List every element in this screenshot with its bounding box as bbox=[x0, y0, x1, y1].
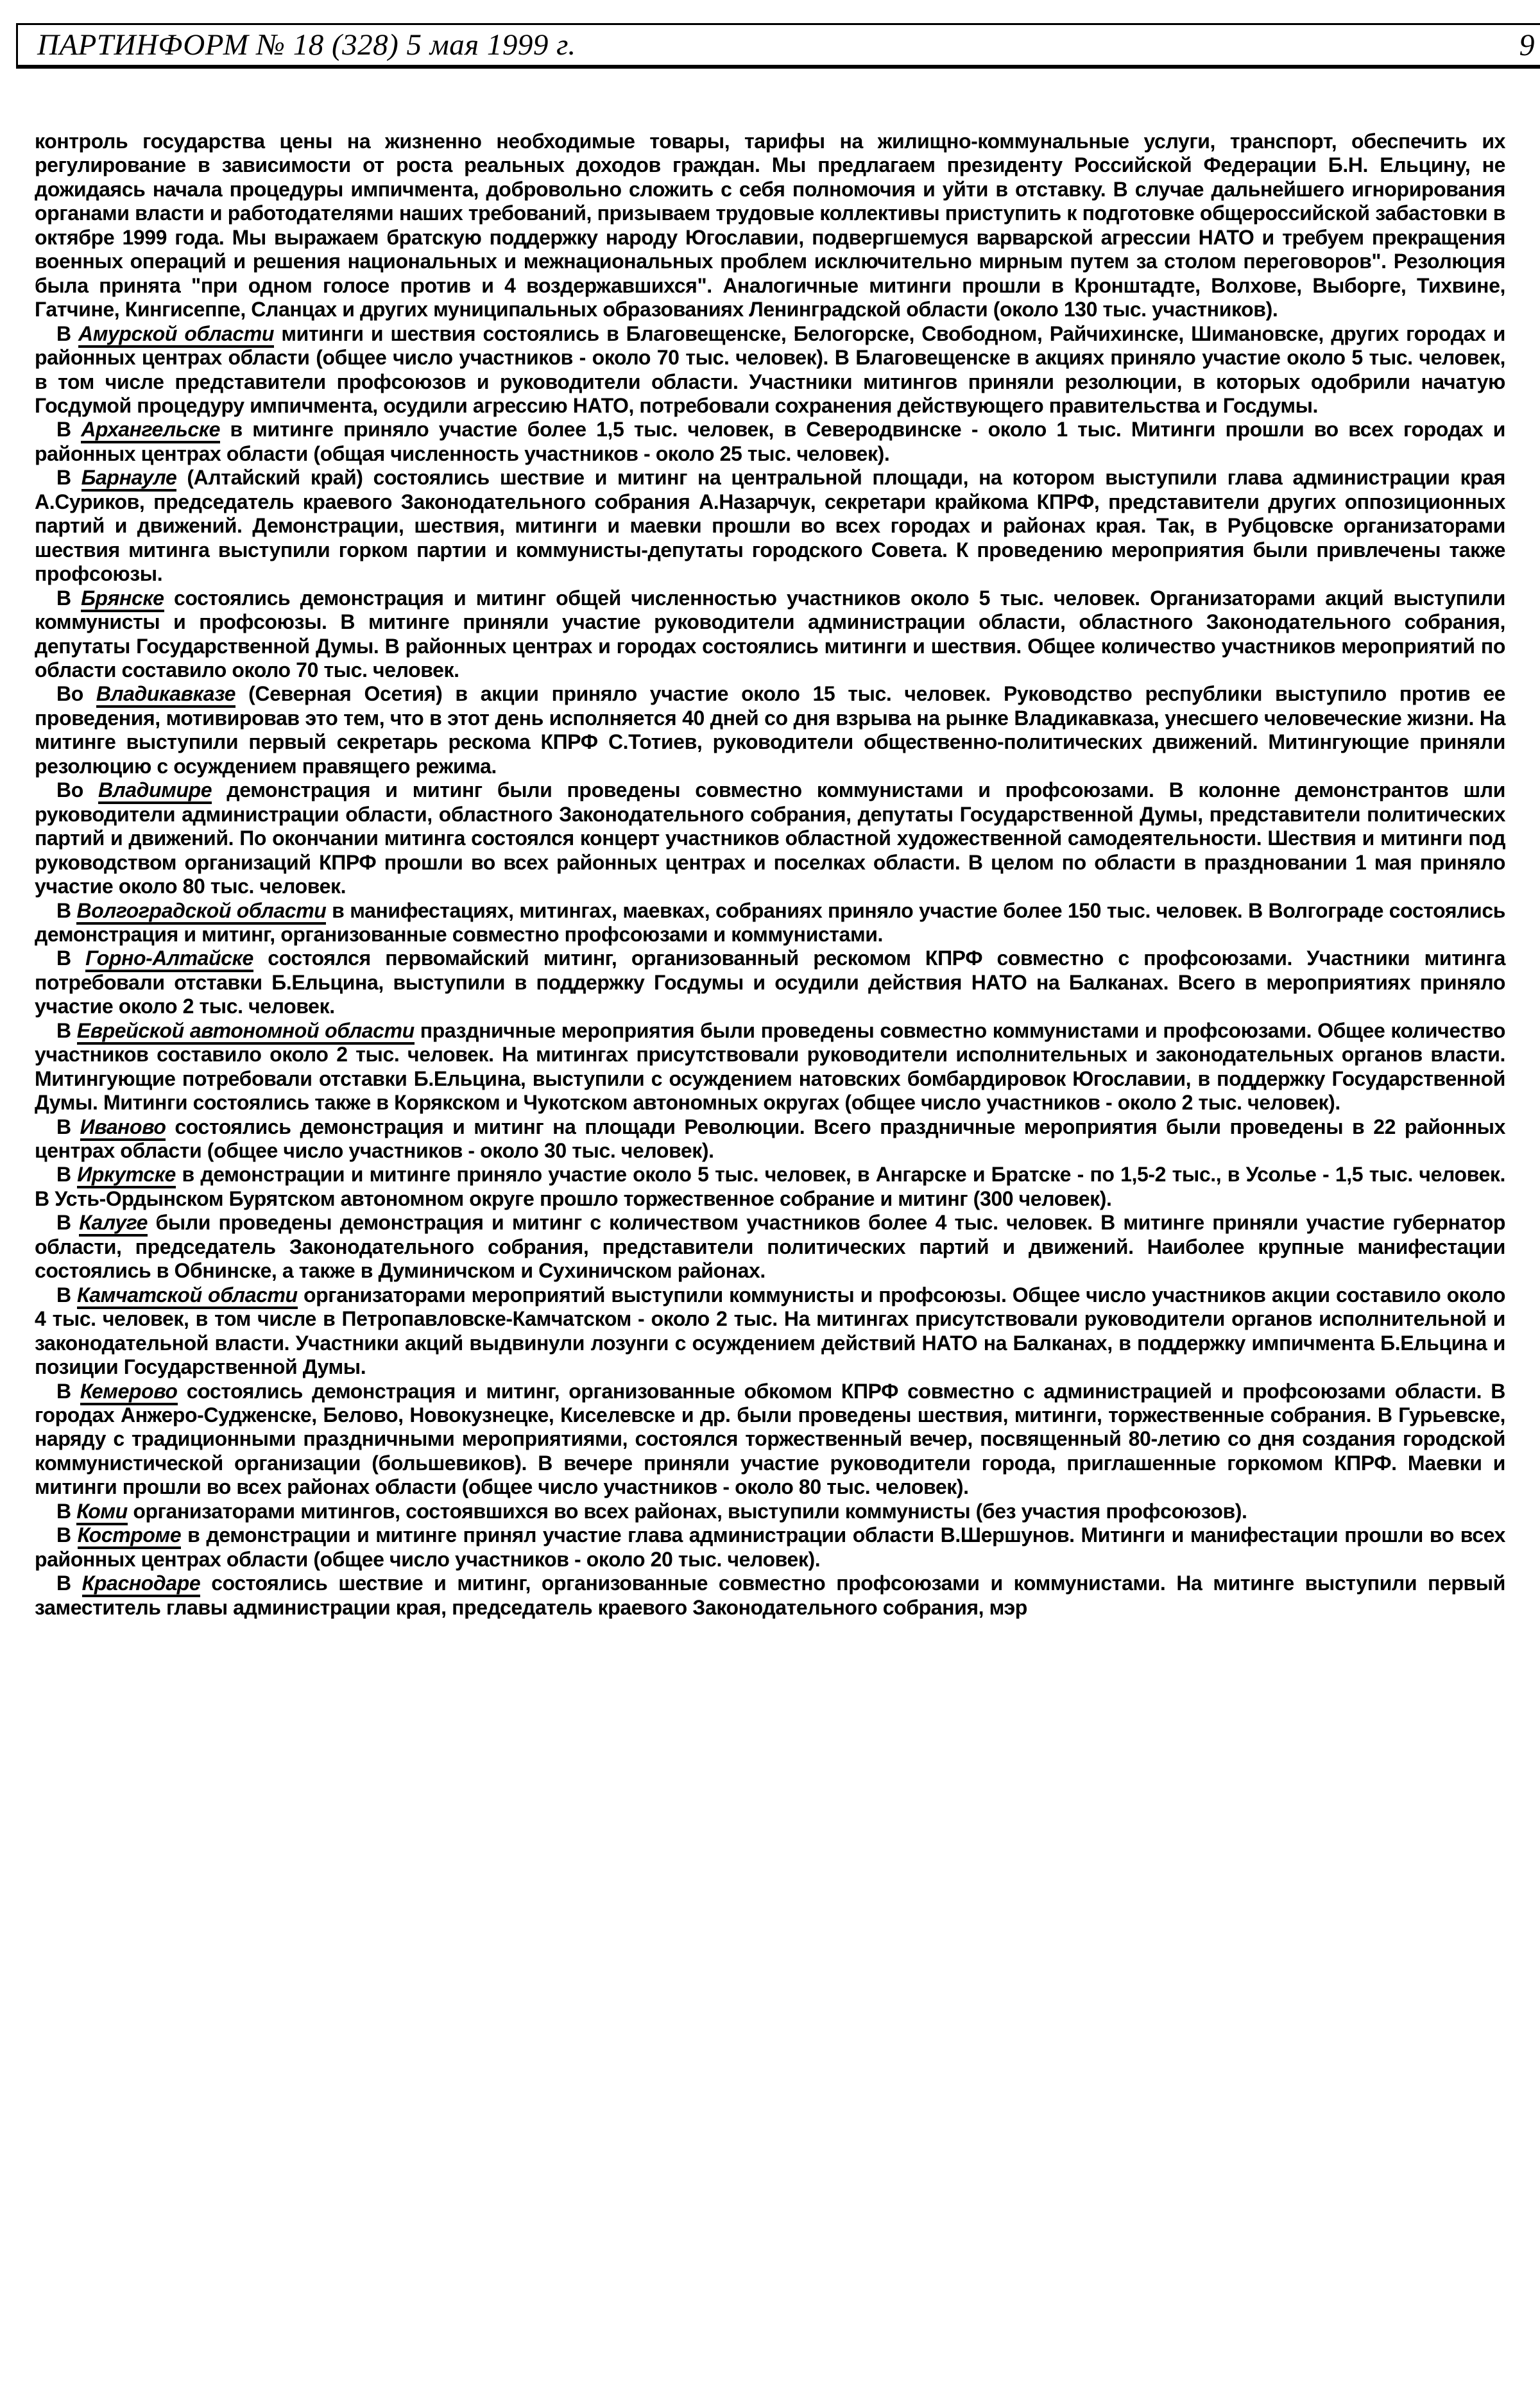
text-segment: В bbox=[56, 1523, 78, 1547]
location-name: Кемерово bbox=[80, 1380, 178, 1405]
newsletter-title: ПАРТИНФОРМ № 18 (328) 5 мая 1999 г. bbox=[37, 28, 576, 62]
text-segment: состоялись демонстрация и митинг на площади Революции. Всего праздничные мероприятия были проведены в 22 районных центрах области (общее число участников - около 30 тыс. человек). bbox=[35, 1115, 1506, 1163]
text-segment: В bbox=[56, 321, 79, 345]
text-segment: В bbox=[56, 1163, 78, 1187]
text-segment: В bbox=[56, 1379, 80, 1403]
text-segment: В bbox=[56, 1572, 82, 1595]
text-segment: состоялся первомайский митинг, организованный рескомом КПРФ совместно с профсоюзами. Участники митинга потребовали отставки Б.Ельцина, выступили в поддержку Госдумы и осудили действия НАТО на Балканах. Всего в мероприятиях приняло участие около 2 тыс. человек. bbox=[35, 947, 1505, 1018]
paragraph bbox=[35, 587, 1505, 683]
location-name: Брянске bbox=[81, 587, 164, 612]
text-segment: праздничные мероприятия были проведены совместно коммунистами и профсоюзами. Общее количество участников составило около 2 тыс. человек. На митингах присутствовали руководители исполнительных и законодательных органов власти. Митингующие потребовали отставки Б.Ельцина, выступили с осуждением натовских бомбардировок Югославии, в поддержку Государственной Думы. Митинги состоялись также в Корякском и Чукотском автономных округах (общее число участников - около 2 тыс. человек). bbox=[35, 1018, 1505, 1115]
paragraph bbox=[35, 1211, 1505, 1283]
text-segment: контроль государства цены на жизненно необходимые товары, тарифы на жилищно-коммунальные услуги, транспорт, обеспечить их регулирование в зависимости от роста реальных доходов граждан. Мы предлагаем президенту Российской Федерации Б.Н. Ельцину, не дожидаясь начала процедуры импичмента, добровольно сложить с себя полномочия и уйти в отставку. В случае дальнейшего игнорирования органами власти и работодателями наших требований, призываем трудовые коллективы приступить к подготовке общероссийской забастовки в октябре 1999 года. Мы выражаем братскую поддержку народу Югославии, подвергшемуся варварской агрессии НАТО и требуем прекращения военных операций и решения национальных и межнациональных проблем исключительно мирным путем за столом переговоров". Резолюция была принята "при одном голосе против и 4 воздержавшихся". Аналогичные митинги прошли в Кронштадте, Волхове, Выборге, Тихвине, Гатчине, Кингисеппе, Сланцах и других муниципальных образованиях Ленинградской области (около 130 тыс. участников). bbox=[35, 130, 1505, 321]
paragraph bbox=[35, 466, 1505, 586]
paragraph bbox=[35, 1500, 1505, 1523]
text-segment: В bbox=[56, 1115, 80, 1138]
text-segment: В bbox=[56, 1499, 77, 1523]
location-name: Костроме bbox=[78, 1523, 182, 1549]
location-name: Иваново bbox=[80, 1115, 166, 1141]
paragraph bbox=[35, 322, 1505, 418]
paragraph bbox=[35, 1572, 1505, 1620]
text-segment: В bbox=[56, 898, 77, 922]
location-name: Калуге bbox=[79, 1211, 148, 1237]
text-segment: В bbox=[56, 466, 81, 490]
text-segment: демонстрация и митинг были проведены совместно коммунистами и профсоюзами. В колонне демонстрантов шли руководители администрации области, областного Законодательного собрания, депутаты Государственной Думы, представители политических партий и движений. По окончании митинга состоялся концерт участников областной художественной самодеятельности. Шествия и митинги под руководством организаций КПРФ прошли во всех районных центрах и поселках области. В целом по области в праздновании 1 мая приняло участие около 80 тыс. человек. bbox=[35, 778, 1505, 898]
text-segment: состоялись демонстрация и митинг, организованные обкомом КПРФ совместно с администрацией и профсоюзами области. В городах Анжеро-Судженске, Белово, Новокузнецке, Киселевске и др. были проведены шествия, митинги, торжественные собрания. В Гурьевске, наряду с традиционными праздничными мероприятиями, состоялся торжественный вечер, посвященный 80-летию со дня создания городской коммунистической организации (большевиков). В вечере приняли участие руководители города, приглашенные горкомом КПРФ. Маевки и митинги прошли во всех районах области (общее число участников - около 80 тыс. человек). bbox=[35, 1379, 1506, 1499]
location-name: Краснодаре bbox=[82, 1572, 201, 1597]
paragraph bbox=[35, 682, 1505, 778]
paragraph bbox=[35, 1380, 1505, 1500]
page-header bbox=[16, 23, 1540, 69]
text-segment: были проведены демонстрация и митинг с количеством участников более 4 тыс. человек. В митинге приняли участие губернатор области, председатель Законодательного собрания, представители политических партий и движений. Наиболее крупные манифестации состоялись в Обнинске, а также в Думиничском и Сухиничском районах. bbox=[35, 1211, 1505, 1283]
paragraph bbox=[35, 1523, 1505, 1572]
paragraph bbox=[35, 1163, 1505, 1211]
text-segment: (Алтайский край) состоялись шествие и митинг на центральной площади, на котором выступили глава администрации края А.Суриков, председатель краевого Законодательного собрания А.Назарчук, секретари крайкома КПРФ, представители других оппозиционных партий и движений. Демонстрации, шествия, митинги и маевки прошли во всех городах и районах края. Так, в Рубцовске организаторами шествия митинга выступили горком партии и коммунисты-депутаты городского Совета. К проведению мероприятия были привлечены также профсоюзы. bbox=[35, 466, 1505, 586]
location-name: Владимире bbox=[98, 778, 212, 804]
text-segment: в демонстрации и митинге принял участие глава администрации области В.Шершунов. Митинги и манифестации прошли во всех районных центрах области (общее число участников - около 20 тыс. человек). bbox=[35, 1523, 1505, 1571]
text-segment: в демонстрации и митинге приняло участие около 5 тыс. человек, в Ангарске и Братске - по 1,5-2 тыс., в Усолье - 1,5 тыс. человек. В Усть-Ордынском Бурятском автономном округе прошло торжественное собрание и митинг (300 человек). bbox=[35, 1163, 1505, 1210]
location-name: Иркутске bbox=[77, 1163, 176, 1188]
location-name: Барнауле bbox=[81, 466, 177, 492]
paragraph bbox=[35, 1283, 1505, 1380]
text-segment: В bbox=[56, 1283, 78, 1307]
paragraph bbox=[35, 1019, 1505, 1115]
location-name: Волгоградской области bbox=[76, 899, 326, 925]
text-segment: Во bbox=[56, 778, 99, 802]
page-number: 9 bbox=[1519, 28, 1535, 62]
paragraph bbox=[35, 1115, 1505, 1163]
location-name: Амурской области bbox=[78, 322, 274, 348]
text-segment: в манифестациях, митингах, маевках, собраниях приняло участие более 150 тыс. человек. В Волгограде состоялись демонстрация и митинг, организованные совместно профсоюзами и коммунистами. bbox=[35, 898, 1505, 946]
text-segment: организаторами мероприятий выступили коммунисты и профсоюзы. Общее число участников акции составило около 4 тыс. человек, в том числе в Петропавловске-Камчатском - около 2 тыс. На митингах присутствовали руководители органов исполнительной и законодательной власти. Участники акций выдвинули лозунги с осуждением действий НАТО на Балканах, в поддержку импичмента Б.Ельцина и позиции Государственной Думы. bbox=[35, 1283, 1505, 1379]
text-segment: состоялись демонстрация и митинг общей численностью участников около 5 тыс. человек. Организаторами акций выступили коммунисты и профсоюзы. В митинге приняли участие руководители администрации области, областного Законодательного собрания, депутаты Государственной Думы. В районных центрах и городах состоялись митинги и шествия. Общее количество участников мероприятий по области составило около 70 тыс. человек. bbox=[35, 586, 1506, 681]
location-name: Камчатской области bbox=[77, 1283, 298, 1309]
text-segment: Во bbox=[56, 682, 96, 706]
text-segment: В bbox=[56, 1211, 80, 1235]
paragraph bbox=[35, 899, 1505, 947]
text-segment: состоялись шествие и митинг, организованные совместно профсоюзами и коммунистами. На митинге выступили первый заместитель главы администрации края, председатель краевого Законодательного собрания, мэр bbox=[35, 1572, 1505, 1619]
text-segment: В bbox=[56, 586, 81, 610]
location-name: Еврейской автономной области bbox=[77, 1019, 415, 1045]
text-segment: митинги и шествия состоялись в Благовещенске, Белогорске, Свободном, Райчихинске, Шимановске, других городах и районных центрах области (общее число участников - около 70 тыс. человек). В Благовещенске в акциях приняло участие около 5 тыс. человек, в том числе представители профсоюзов и руководители области. Участники митингов приняли резолюции, в которых одобрили начатую Госдумой процедуру импичмента, осудили агрессию НАТО, потребовали сохранения действующего правительства и Госдумы. bbox=[35, 321, 1505, 417]
location-name: Архангельске bbox=[81, 418, 220, 443]
location-name: Коми bbox=[76, 1500, 128, 1525]
text-segment: в митинге приняло участие более 1,5 тыс. человек, в Северодвинске - около 1 тыс. Митинги прошли во всех городах и районных центрах области (общая численность участников - около 25 тыс. человек). bbox=[35, 418, 1506, 465]
paragraph bbox=[35, 778, 1505, 898]
paragraph bbox=[35, 947, 1505, 1018]
text-segment: В bbox=[56, 947, 86, 970]
article-body bbox=[35, 130, 1505, 1620]
location-name: Горно-Алтайске bbox=[85, 947, 253, 972]
paragraph bbox=[35, 418, 1505, 466]
text-segment: В bbox=[56, 1018, 77, 1042]
text-segment: (Северная Осетия) в акции приняло участие около 15 тыс. человек. Руководство республики выступило против ее проведения, мотивировав это тем, что в этот день исполняется 40 дней со дня взрыва на рынке Владикавказа, унесшего человеческие жизни. На митинге выступили первый секретарь рескома КПРФ С.Тотиев, руководители общественно-политических движений. Митингующие приняли резолюцию с осуждением правящего режима. bbox=[35, 682, 1505, 778]
location-name: Владикавказе bbox=[96, 682, 235, 708]
text-segment: организаторами митингов, состоявшихся во всех районах, выступили коммунисты (без участия профсоюзов). bbox=[127, 1499, 1247, 1523]
paragraph bbox=[35, 130, 1505, 322]
text-segment: В bbox=[56, 418, 81, 441]
